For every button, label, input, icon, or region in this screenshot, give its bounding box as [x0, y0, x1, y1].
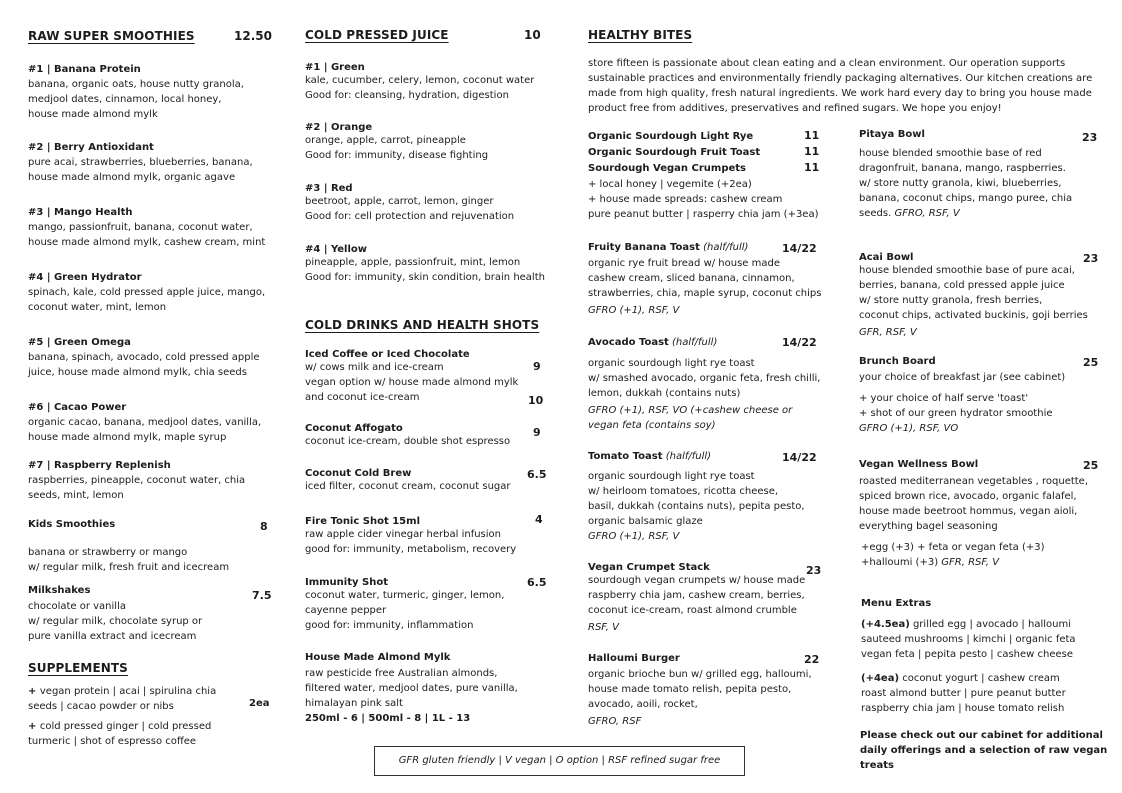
item-desc: kale, cucumber, celery, lemon, coconut water	[305, 75, 535, 86]
sourdough-group	[588, 129, 819, 222]
item-desc: seeds, mint, lemon	[28, 490, 124, 501]
coconut-cold-brew	[305, 468, 511, 494]
item-desc: house made almond mylk, organic agave	[28, 172, 236, 183]
item-desc: good for: immunity, metabolism, recovery	[305, 544, 517, 555]
item-desc: banana, organic oats, house nutty granola,	[28, 79, 244, 90]
note-line: Please check out our cabinet for additional	[860, 730, 1103, 741]
item-desc: and coconut ice-cream	[305, 392, 420, 403]
item-name: Coconut Affogato	[305, 423, 403, 434]
legend-text: GFR gluten friendly | V vegan | O option | RSF refined sugar free	[398, 755, 721, 766]
item-desc: organic cacao, banana, medjool dates, vanilla,	[28, 417, 262, 428]
item-desc: beetroot, apple, carrot, lemon, ginger	[305, 196, 494, 207]
item-desc: coconut water, turmeric, ginger, lemon,	[305, 590, 505, 601]
item-name: Coconut Cold Brew	[305, 468, 412, 479]
item-desc: + your choice of half serve 'toast'	[859, 393, 1029, 404]
item-addons: +halloumi (+3) GFR, RSF, V	[861, 557, 1000, 568]
item-desc: pineapple, apple, passionfruit, mint, lemon	[305, 257, 521, 268]
item-note: (half/full)	[665, 451, 712, 462]
almond-mylk	[305, 652, 518, 726]
supplement-line: turmeric | shot of espresso coffee	[28, 736, 197, 747]
item-desc: coconut chips, activated buckinis, goji berries	[859, 310, 1088, 321]
item-desc: raw apple cider vinegar herbal infusion	[305, 529, 502, 540]
item-name: #4 | Green Hydrator	[28, 272, 142, 283]
item-desc: w/ regular milk, chocolate syrup or	[28, 616, 203, 627]
item-desc: w/ store nutty granola, fresh berries,	[859, 295, 1043, 306]
wellness-price: 25	[1083, 459, 1099, 472]
item-name: Halloumi Burger	[588, 653, 680, 664]
juice-3	[305, 183, 514, 224]
item-desc: basil, dukkah (contains nuts), pepita pesto,	[588, 501, 805, 512]
intro-line: made from high quality, fresh natural ingredients. We work hard every day to bring you house made	[588, 88, 1092, 99]
smoothie-3	[28, 207, 278, 250]
item-desc: Good for: immunity, skin condition, brain health	[305, 272, 545, 283]
item-price: 11	[804, 145, 820, 158]
milkshakes-name: Milkshakes	[28, 585, 91, 596]
supplements-list	[28, 684, 216, 749]
supplement-line: + cold pressed ginger | cold pressed	[28, 721, 212, 732]
item-name: Brunch Board	[859, 356, 936, 367]
item-desc: iced filter, coconut cream, coconut sugar	[305, 481, 511, 492]
halloumi-burger	[588, 653, 812, 729]
item-desc: cashew cream, sliced banana, cinnamon,	[588, 273, 795, 284]
item-desc: seeds. GFRO, RSF, V	[859, 208, 960, 219]
item-name: Avocado Toast	[588, 337, 669, 348]
item-desc: coconut water, mint, lemon	[28, 302, 167, 313]
item-name: #1 | Green	[305, 62, 365, 73]
item-name: Fruity Banana Toast	[588, 242, 700, 253]
item-desc: himalayan pink salt	[305, 698, 403, 709]
iced-coffee	[305, 349, 518, 405]
item-desc: organic sourdough light rye toast	[588, 471, 755, 482]
immunity-price: 6.5	[527, 576, 547, 589]
item-desc: house blended smoothie base of pure acai,	[859, 265, 1075, 276]
item-desc: berries, banana, cold pressed apple juice	[859, 280, 1065, 291]
item-tags: GFRO, RSF	[588, 716, 642, 727]
item-desc: w/ regular milk, fresh fruit and icecream	[28, 562, 230, 573]
item-name: #7 | Raspberry Replenish	[28, 460, 171, 471]
item-tags: RSF, V	[588, 622, 619, 633]
item-desc: juice, house made almond mylk, chia seeds	[28, 367, 247, 378]
item-note: (half/full)	[672, 337, 718, 348]
juice-2	[305, 122, 488, 163]
item-name: Tomato Toast	[588, 451, 663, 462]
item-name: Vegan Wellness Bowl	[859, 459, 979, 470]
kids-name: Kids Smoothies	[28, 519, 116, 530]
coconut-affogato	[305, 423, 510, 449]
supplement-line: + vegan protein | acai | spirulina chia	[28, 686, 217, 697]
bites-heading: HEALTHY BITES	[588, 28, 693, 42]
extras-group-2	[861, 671, 1066, 716]
item-price: 11	[804, 161, 820, 174]
item-desc: house blended smoothie base of red	[859, 148, 1042, 159]
item-desc: your choice of breakfast jar (see cabinet)	[859, 372, 1066, 383]
avocado-toast	[588, 337, 820, 433]
pitaya-bowl	[859, 129, 1072, 221]
item-desc: pure vanilla extract and icecream	[28, 631, 197, 642]
item-desc: everything bagel seasoning	[859, 521, 998, 532]
item-tags: GFRO (+1), RSF, V	[588, 531, 680, 542]
acai-price: 23	[1083, 252, 1099, 265]
item-addons: +egg (+3) + feta or vegan feta (+3)	[861, 542, 1045, 553]
iced-price-1: 9	[533, 360, 541, 373]
tomato-toast	[588, 451, 805, 544]
item-name: House Made Almond Mylk	[305, 652, 451, 663]
intro-line: store fifteen is passionate about clean eating and a clean environment. Our operation supports	[588, 58, 1066, 69]
juice-4	[305, 244, 545, 285]
extras-line: grilled egg | avocado | halloumi	[912, 619, 1071, 630]
smoothies-heading: RAW SUPER SMOOTHIES	[28, 29, 195, 43]
item-desc: spinach, kale, cold pressed apple juice, mango,	[28, 287, 266, 298]
item-desc: banana, coconut chips, mango puree, chia	[859, 193, 1073, 204]
item-desc: organic brioche bun w/ grilled egg, halloumi,	[588, 669, 812, 680]
item-desc: organic sourdough light rye toast	[588, 358, 755, 369]
brunch-price: 25	[1083, 356, 1099, 369]
iced-price-2: 10	[528, 394, 544, 407]
item-desc: raspberry chia jam, cashew cream, berries,	[588, 590, 805, 601]
mylk-sizes: 250ml - 6 | 500ml - 8 | 1L - 13	[305, 713, 471, 724]
item-desc: chocolate or vanilla	[28, 601, 126, 612]
item-tags: GFR, RSF, V	[859, 327, 917, 338]
extras-price: (+4.5ea)	[861, 619, 910, 630]
item-name: #2 | Orange	[305, 122, 373, 133]
item-name: Organic Sourdough Light Rye	[588, 131, 754, 142]
item-desc: + local honey | vegemite (+2ea)	[588, 179, 752, 190]
item-desc: coconut ice-cream, double shot espresso	[305, 436, 511, 447]
brew-price: 6.5	[527, 468, 547, 481]
item-name: #3 | Red	[305, 183, 353, 194]
item-desc: + shot of our green hydrator smoothie	[859, 408, 1053, 419]
item-desc: pure acai, strawberries, blueberries, banana,	[28, 157, 253, 168]
item-desc: house made almond mylk, cashew cream, mint	[28, 237, 266, 248]
juice-1	[305, 62, 534, 103]
item-desc: raspberries, pineapple, coconut water, chia	[28, 475, 246, 486]
item-name: Organic Sourdough Fruit Toast	[588, 147, 761, 158]
juice-price: 10	[524, 28, 541, 42]
extras-line: vegan feta | pepita pesto | cashew cheese	[861, 649, 1074, 660]
item-desc: Good for: cleansing, hydration, digestion	[305, 90, 509, 101]
pitaya-price: 23	[1082, 131, 1098, 144]
item-desc: raw pesticide free Australian almonds,	[305, 668, 498, 679]
smoothie-7	[28, 460, 278, 503]
intro-line: product free from additives, preservatives and refined sugars. We hope you enjoy!	[588, 103, 1002, 114]
kids-desc	[28, 545, 229, 575]
item-tags: vegan feta (contains soy)	[588, 420, 716, 431]
vegan-wellness-bowl	[859, 459, 1088, 570]
item-desc: house made beetroot hommus, vegan aioli,	[859, 506, 1078, 517]
extras-price: (+4ea)	[861, 673, 900, 684]
item-desc: + house made spreads: cashew cream	[588, 194, 783, 205]
item-desc: pure peanut butter | rasperry chia jam (+3ea)	[588, 209, 819, 220]
smoothie-5	[28, 337, 278, 380]
item-tags: GFRO, RSF, V	[894, 208, 960, 219]
extras-line: sauteed mushrooms | kimchi | organic feta	[861, 634, 1076, 645]
item-desc: roasted mediterranean vegetables , roquette,	[859, 476, 1089, 487]
item-tags: GFRO (+1), RSF, V	[588, 305, 680, 316]
milkshakes-desc	[28, 599, 202, 644]
tonic-price: 4	[535, 513, 543, 526]
smoothie-2	[28, 142, 278, 185]
item-name: #4 | Yellow	[305, 244, 368, 255]
item-name: Sourdough Vegan Crumpets	[588, 163, 746, 174]
cabinet-note	[860, 728, 1107, 773]
item-name: #2 | Berry Antioxidant	[28, 142, 154, 153]
item-desc: mango, passionfruit, banana, coconut water,	[28, 222, 253, 233]
item-name: Pitaya Bowl	[859, 129, 925, 140]
juice-heading: COLD PRESSED JUICE	[305, 28, 449, 42]
brunch-board	[859, 356, 1065, 436]
item-price: 11	[804, 129, 820, 142]
item-desc: banana, spinach, avocado, cold pressed apple	[28, 352, 260, 363]
item-desc: sourdough vegan crumpets w/ house made	[588, 575, 806, 586]
item-desc: lemon, dukkah (contains nuts)	[588, 388, 741, 399]
smoothie-6	[28, 402, 278, 445]
smoothies-price: 12.50	[234, 29, 272, 43]
item-desc: w/ store nutty granola, kiwi, blueberries,	[859, 178, 1062, 189]
sourdough-prices	[804, 128, 819, 176]
supplements-heading: SUPPLEMENTS	[28, 661, 128, 675]
item-name: #1 | Banana Protein	[28, 64, 141, 75]
item-desc: cayenne pepper	[305, 605, 387, 616]
item-name: Vegan Crumpet Stack	[588, 562, 710, 573]
item-name: #5 | Green Omega	[28, 337, 131, 348]
item-desc: spiced brown rice, avocado, organic falafel,	[859, 491, 1077, 502]
item-desc: Good for: immunity, disease fighting	[305, 150, 489, 161]
drinks-heading: COLD DRINKS AND HEALTH SHOTS	[305, 318, 540, 332]
supplement-line: seeds | cacao powder or nibs	[28, 701, 174, 712]
crumpet-price: 23	[806, 564, 822, 577]
extras-line: coconut yogurt | cashew cream	[902, 673, 1060, 684]
item-desc: Good for: cell protection and rejuvenation	[305, 211, 515, 222]
item-desc: dragonfruit, banana, mango, raspberries.	[859, 163, 1066, 174]
banana-price: 14/22	[782, 242, 817, 255]
item-desc: w/ smashed avocado, organic feta, fresh chilli,	[588, 373, 821, 384]
item-desc: house made almond mylk, maple syrup	[28, 432, 227, 443]
note-line: treats	[860, 760, 894, 771]
item-note: (half/full)	[703, 242, 749, 253]
item-desc: organic rye fruit bread w/ house made	[588, 258, 781, 269]
item-name: Immunity Shot	[305, 577, 388, 588]
extras-line: raspberry chia jam | house tomato relish	[861, 703, 1065, 714]
burger-price: 22	[804, 653, 820, 666]
smoothie-1	[28, 64, 278, 122]
item-desc: house made tomato relish, pepita pesto,	[588, 684, 792, 695]
extras-group-1	[861, 617, 1076, 662]
acai-bowl	[859, 252, 1088, 340]
extras-line: roast almond butter | pure peanut butter	[861, 688, 1066, 699]
item-desc: filtered water, medjool dates, pure vanilla,	[305, 683, 518, 694]
menu-extras-heading: Menu Extras	[861, 598, 932, 609]
intro-line: sustainable practices and environmentally friendly packaging alternatives. Our kitchen creations are	[588, 73, 1093, 84]
tomato-price: 14/22	[782, 451, 817, 464]
supplements-price: 2ea	[249, 698, 270, 709]
item-tags: GFRO (+1), RSF, VO	[859, 423, 959, 434]
item-name: #6 | Cacao Power	[28, 402, 127, 413]
smoothie-4	[28, 272, 278, 315]
item-desc: w/ heirloom tomatoes, ricotta cheese,	[588, 486, 779, 497]
item-desc: vegan option w/ house made almond mylk	[305, 377, 519, 388]
item-desc: medjool dates, cinnamon, local honey,	[28, 94, 222, 105]
item-desc: strawberries, chia, maple syrup, coconut chips	[588, 288, 822, 299]
item-tags: GFRO (+1), RSF, VO (+cashew cheese or	[588, 405, 793, 416]
item-desc: coconut ice-cream, roast almond crumble	[588, 605, 797, 616]
immunity-shot	[305, 577, 504, 633]
vegan-crumpet-stack	[588, 562, 805, 635]
milkshakes-price: 7.5	[252, 589, 272, 602]
item-desc: avocado, aoili, rocket,	[588, 699, 698, 710]
bites-intro	[588, 56, 1098, 116]
affogato-price: 9	[533, 426, 541, 439]
item-name: Acai Bowl	[859, 252, 914, 263]
item-desc: good for: immunity, inflammation	[305, 620, 474, 631]
item-desc: organic balsamic glaze	[588, 516, 703, 527]
kids-price: 8	[260, 520, 268, 533]
item-desc: w/ cows milk and ice-cream	[305, 362, 444, 373]
dietary-legend	[374, 746, 745, 776]
item-desc: orange, apple, carrot, pineapple	[305, 135, 466, 146]
fire-tonic-shot	[305, 516, 516, 557]
item-desc: house made almond mylk	[28, 109, 158, 120]
avocado-price: 14/22	[782, 336, 817, 349]
item-name: Iced Coffee or Iced Chocolate	[305, 349, 470, 360]
item-name: #3 | Mango Health	[28, 207, 133, 218]
item-name: Fire Tonic Shot 15ml	[305, 516, 420, 527]
item-tags: GFR, RSF, V	[941, 557, 1000, 568]
item-desc: banana or strawberry or mango	[28, 547, 188, 558]
note-line: daily offerings and a selection of raw vegan	[860, 745, 1108, 756]
